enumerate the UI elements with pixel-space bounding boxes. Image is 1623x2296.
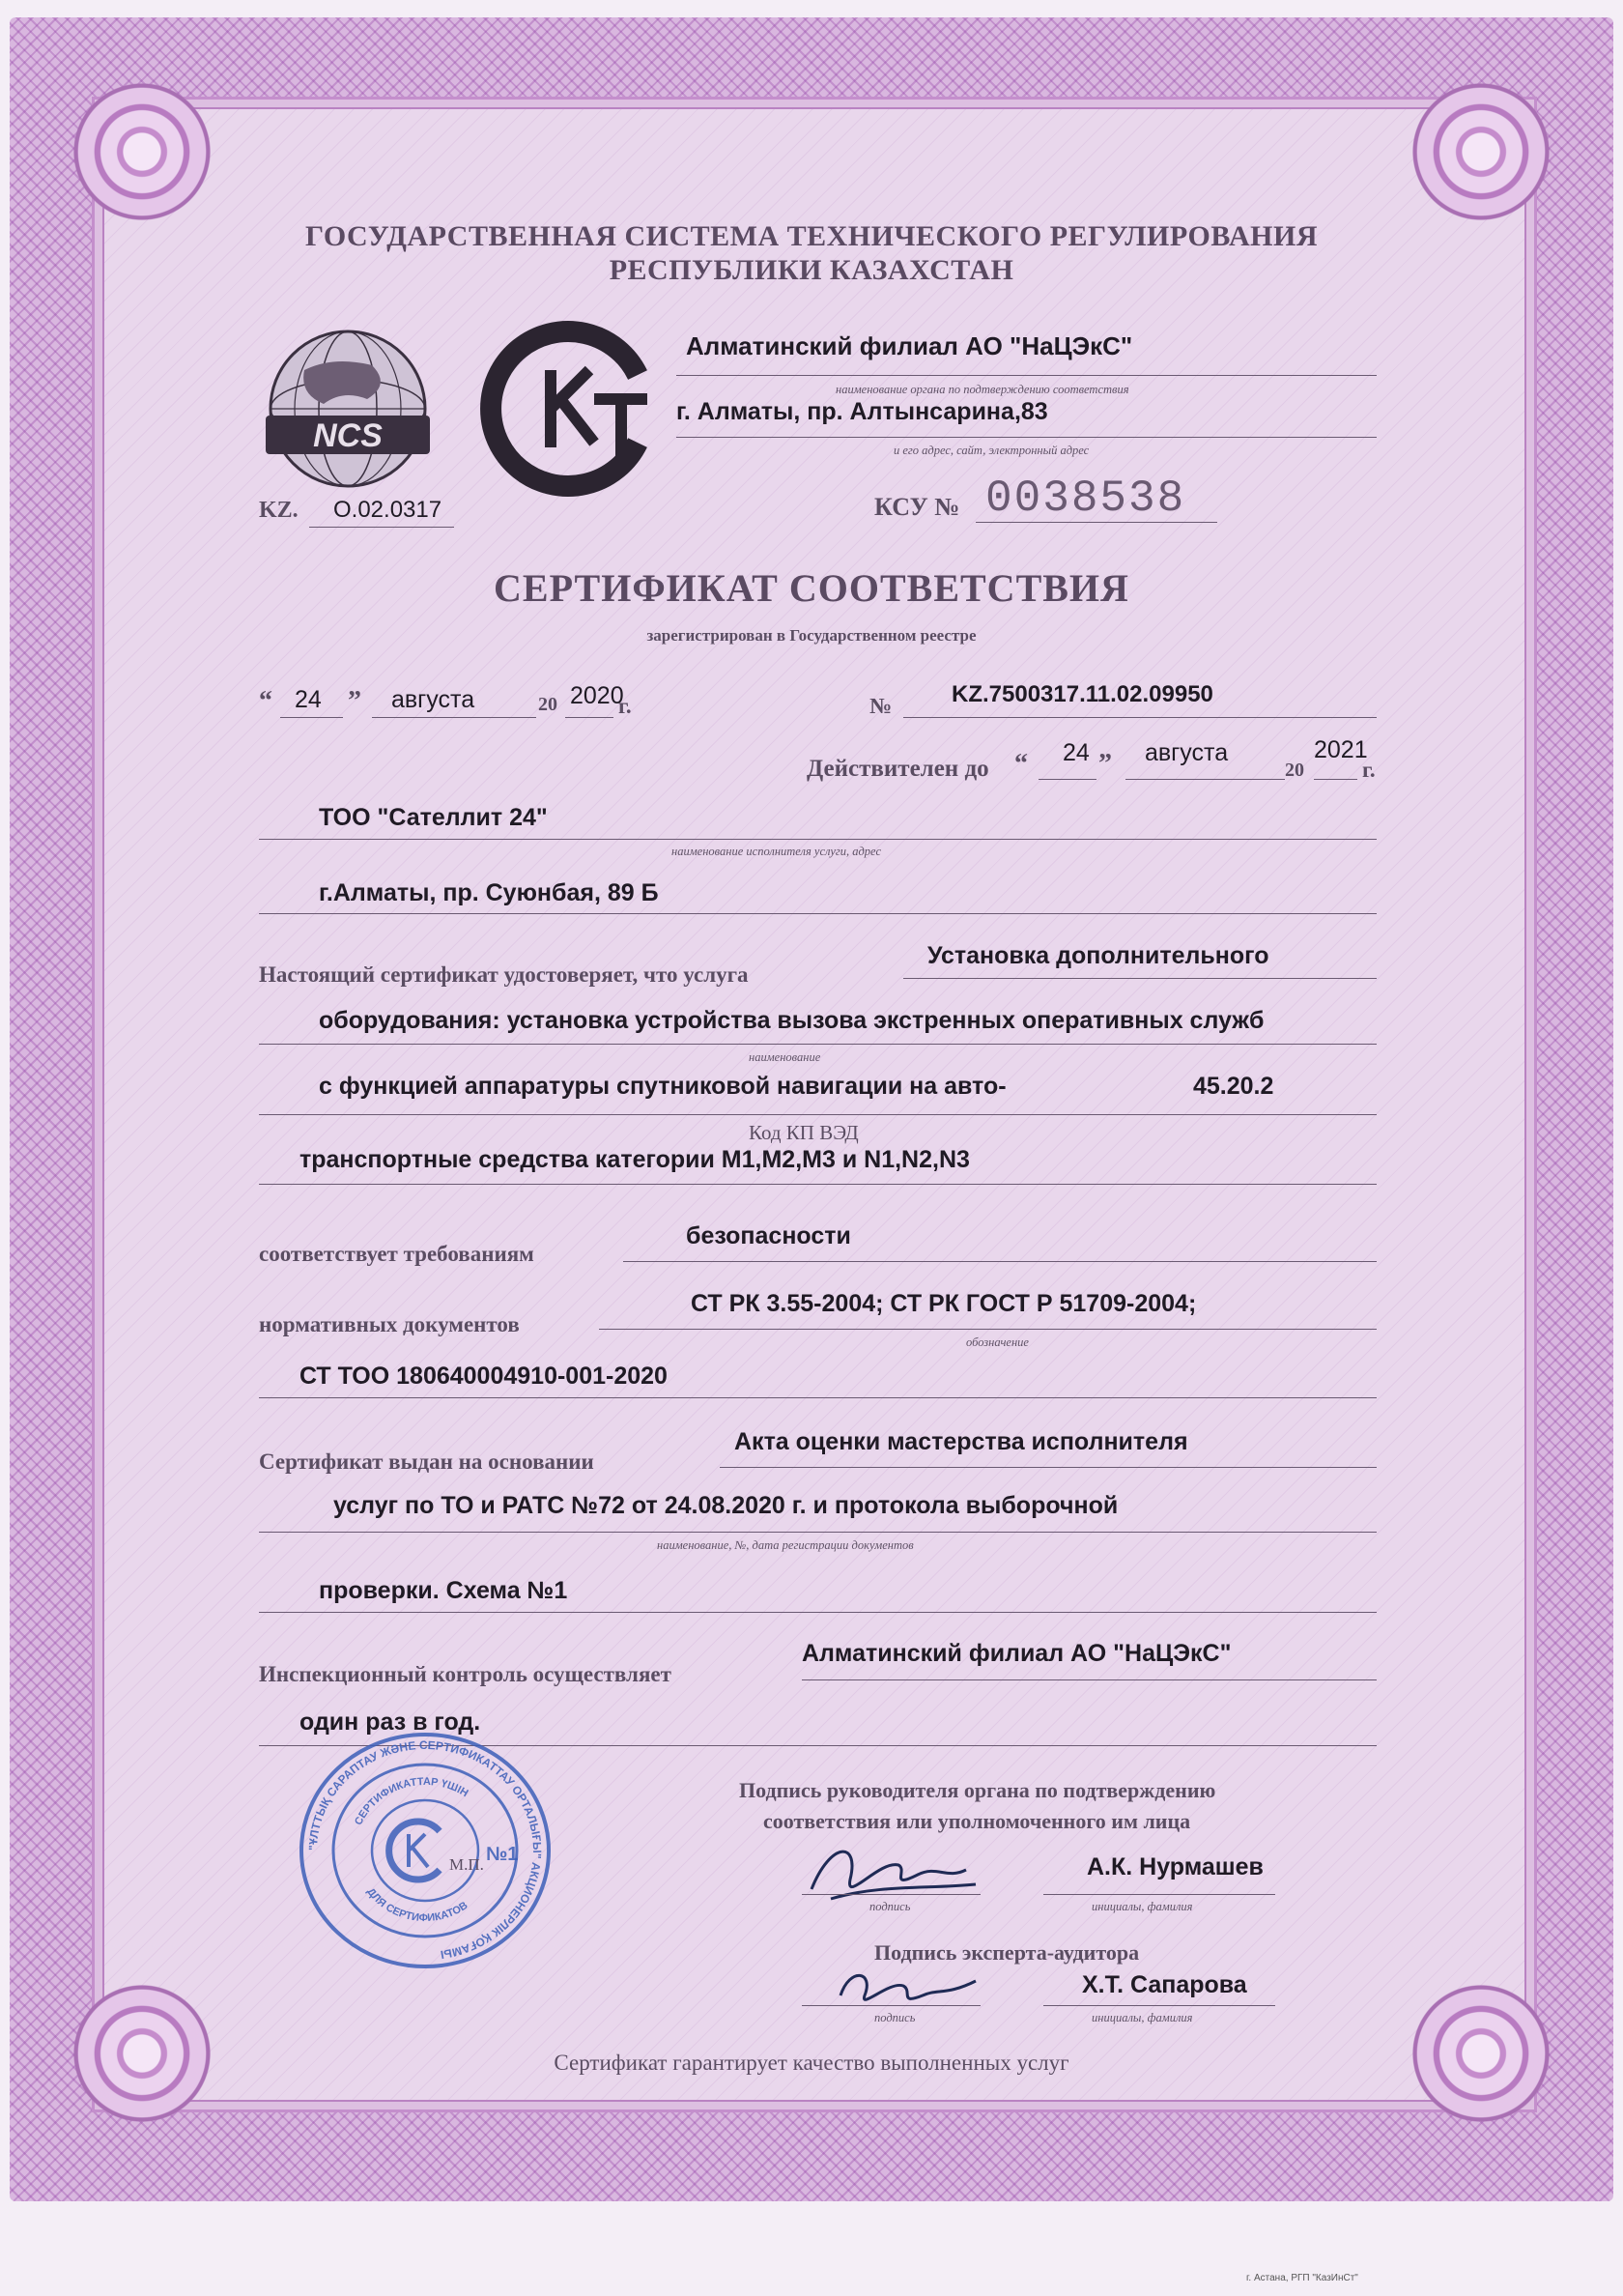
executor-address: г.Алматы, пр. Суюнбая, 89 Б <box>319 879 659 906</box>
certificate-subtitle: зарегистрирован в Государственном реестре <box>646 626 977 645</box>
issue-date-close-quote: ” <box>348 686 361 716</box>
issue-year-prefix: 20 <box>538 694 557 715</box>
head-sign-caption: подпись <box>869 1900 911 1913</box>
kz-prefix: KZ. <box>259 498 299 523</box>
issue-month: августа <box>391 686 475 713</box>
kt-conformity-mark-icon <box>478 317 662 501</box>
issue-day: 24 <box>295 686 322 713</box>
issue-year-suffix: г. <box>618 694 632 718</box>
service-line-3: с функцией аппаратуры спутниковой навигации на авто- <box>319 1073 1007 1100</box>
corner-rosette-icon <box>70 79 214 224</box>
head-name: А.К. Нурмашев <box>1087 1853 1264 1880</box>
basis-label: Сертификат выдан на основании <box>259 1449 594 1474</box>
valid-until-year-suffix: г. <box>1362 758 1376 782</box>
head-signature-label-1: Подпись руководителя органа по подтверждению <box>739 1778 1216 1802</box>
requirements-label: соответствует требованиям <box>259 1242 534 1266</box>
kz-registration-number: O.02.0317 <box>333 497 442 523</box>
ksu-number: 0038538 <box>985 474 1186 524</box>
normative-value-2: СТ ТОО 180640004910-001-2020 <box>299 1363 668 1390</box>
normative-value: СТ РК 3.55-2004; СТ РК ГОСТ Р 51709-2004; <box>691 1290 1197 1317</box>
service-code-caption: Код КП ВЭД <box>749 1121 859 1144</box>
expert-signature-label: Подпись эксперта-аудитора <box>874 1940 1140 1965</box>
expert-sign-caption: подпись <box>874 2011 916 2024</box>
header-line-2: РЕСПУБЛИКИ КАЗАХСТАН <box>609 254 1014 286</box>
certificate-footer: Сертификат гарантирует качество выполненных услуг <box>554 2051 1069 2075</box>
ncs-globe-logo-icon <box>256 317 440 501</box>
normative-caption: обозначение <box>966 1335 1029 1349</box>
ksu-label: КСУ № <box>874 493 960 521</box>
svg-text:СЕРТИФИКАТТАР ҮШІН: СЕРТИФИКАТТАР ҮШІН <box>353 1775 470 1827</box>
basis-line-3: проверки. Схема №1 <box>319 1577 568 1604</box>
service-line-2: оборудования: установка устройства вызова экстренных оперативных служб <box>319 1007 1265 1034</box>
requirements-value: безопасности <box>686 1222 851 1249</box>
service-line-4: транспортные средства категории М1,М2,М3 и N1,N2,N3 <box>299 1146 970 1173</box>
executor-name: ТОО "Сателлит 24" <box>319 804 548 831</box>
valid-until-year: 2021 <box>1314 736 1368 763</box>
official-seal-stamp <box>295 1730 555 1971</box>
issue-date-open-quote: “ <box>259 686 272 716</box>
basis-line-1: Акта оценки мастерства исполнителя <box>734 1428 1188 1455</box>
svg-text:KZ: KZ <box>569 493 571 494</box>
inspection-label: Инспекционный контроль осуществляет <box>259 1662 671 1686</box>
valid-until-year-prefix: 20 <box>1285 760 1304 781</box>
organ-name-caption: наименование органа по подтверждению соответствия <box>836 383 1129 396</box>
organ-address: г. Алматы, пр. Алтынсарина,83 <box>676 398 1048 425</box>
valid-until-open-quote: “ <box>1014 749 1028 779</box>
valid-until-label: Действителен до <box>807 756 989 782</box>
cert-number-label: № <box>869 694 893 718</box>
valid-until-month: августа <box>1145 739 1229 766</box>
inspection-frequency: один раз в год. <box>299 1708 481 1736</box>
head-signature-label-2: соответствия или уполномоченного им лица <box>763 1809 1191 1833</box>
issue-year: 2020 <box>570 682 624 709</box>
valid-until-close-quote: ” <box>1098 749 1112 779</box>
basis-caption: наименование, №, дата регистрации документов <box>657 1538 914 1552</box>
svg-text:ДЛЯ СЕРТИФИКАТОВ: ДЛЯ СЕРТИФИКАТОВ <box>364 1885 470 1925</box>
ncs-logo-text: NCS <box>313 417 383 454</box>
organ-address-caption: и его адрес, сайт, электронный адрес <box>894 444 1090 457</box>
head-name-caption: инициалы, фамилия <box>1092 1900 1193 1913</box>
service-code: 45.20.2 <box>1193 1073 1274 1100</box>
valid-until-day: 24 <box>1063 739 1090 766</box>
expert-name-caption: инициалы, фамилия <box>1092 2011 1193 2024</box>
cert-number: KZ.7500317.11.02.09950 <box>952 681 1213 707</box>
basis-line-2: услуг по ТО и РАТС №72 от 24.08.2020 г. и протокола выборочной <box>333 1492 1119 1519</box>
service-label: Настоящий сертификат удостоверяет, что услуга <box>259 962 749 987</box>
organ-name: Алматинский филиал АО "НаЦЭкС" <box>686 331 1133 360</box>
normative-label: нормативных документов <box>259 1312 520 1336</box>
svg-text:№1: №1 <box>486 1844 519 1865</box>
header-line-1: ГОСУДАРСТВЕННАЯ СИСТЕМА ТЕХНИЧЕСКОГО РЕГУЛИРОВАНИЯ <box>305 220 1318 252</box>
svg-text:"ҰЛТТЫҚ САРАПТАУ ЖӘНЕ СЕРТИФИК: "ҰЛТТЫҚ САРАПТАУ ЖӘНЕ СЕРТИФИКАТТАУ ОРТАЛЫҒЫ" АКЦИОНЕРЛІК ҚОҒАМЫ <box>305 1737 545 1962</box>
certificate-title: СЕРТИФИКАТ СООТВЕТСТВИЯ <box>494 566 1129 610</box>
printer-note: г. Астана, РГП "КазИнСт" <box>1246 2273 1358 2283</box>
service-line-1: Установка дополнительного <box>927 942 1269 969</box>
service-caption: наименование <box>749 1050 821 1064</box>
executor-caption: наименование исполнителя услуги, адрес <box>671 845 881 858</box>
mp-label: М.П. <box>449 1855 484 1874</box>
corner-rosette-icon <box>1409 79 1553 224</box>
expert-signature-icon <box>821 1952 995 2020</box>
expert-name: Х.Т. Сапарова <box>1082 1971 1247 1998</box>
inspection-value: Алматинский филиал АО "НаЦЭкС" <box>802 1640 1232 1667</box>
